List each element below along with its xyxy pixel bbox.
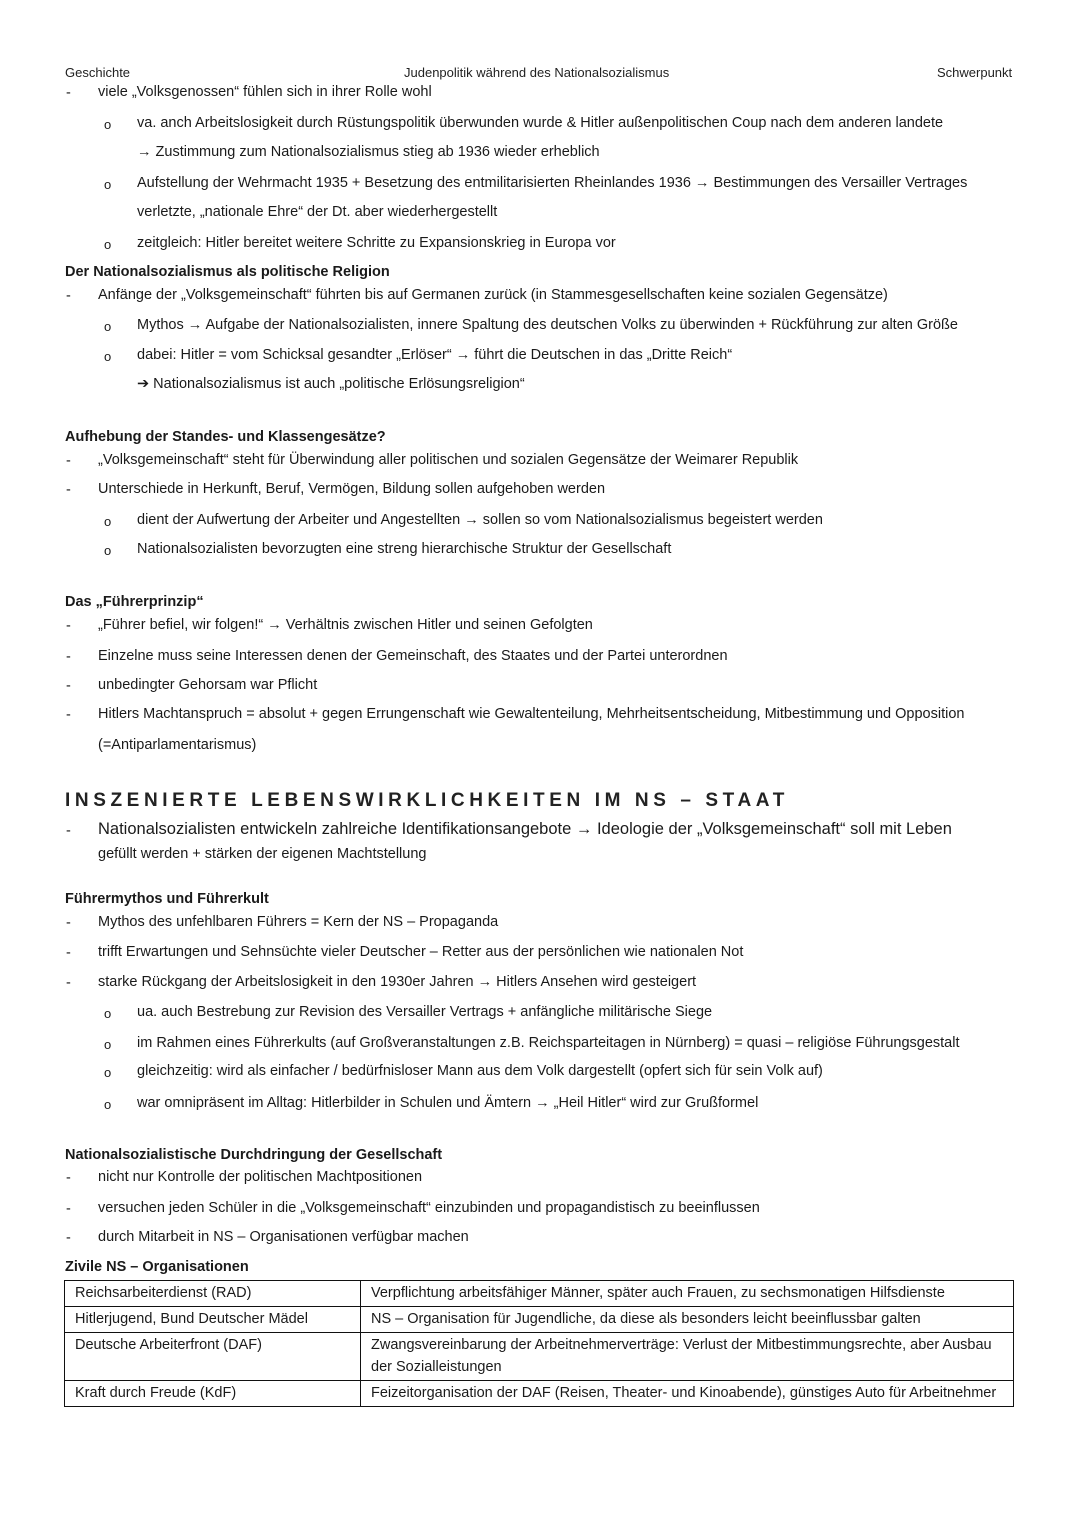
list-item: dabei: Hitler = vom Schicksal gesandter „Erlöser“ → führt die Deutschen in das „Dritte Reich“ [137,347,733,363]
table-cell-name: Deutsche Arbeiterfront (DAF) [65,1333,361,1381]
list-item: trifft Erwartungen und Sehnsüchte vieler Deutscher – Retter aus der persönlichen wie nationalen Not [98,944,744,960]
list-item: Aufstellung der Wehrmacht 1935 + Besetzung des entmilitarisierten Rheinlandes 1936 → Bestimmungen des Versailler Vertrages [137,175,968,191]
list-item: gleichzeitig: wird als einfacher / bedürfnisloser Mann aus dem Volk dargestellt (opfert sich für sein Volk auf) [137,1063,823,1079]
list-item: dient der Aufwertung der Arbeiter und Angestellten → sollen so vom Nationalsozialismus begeistert werden [137,512,823,528]
list-item-continuation: ➔ Nationalsozialismus ist auch „politische Erlösungsreligion“ [137,376,525,392]
list-item: Hitlers Machtanspruch = absolut + gegen Errungenschaft wie Gewaltenteilung, Mehrheitsentscheidung, Mitbestimmung und Opposition [98,706,965,722]
list-item-continuation: verletzte, „nationale Ehre“ der Dt. aber wiederhergestellt [137,204,498,220]
dash-marker: - [66,482,71,498]
list-item: ua. auch Bestrebung zur Revision des Versailler Vertrags + anfängliche militärische Siege [137,1004,713,1020]
list-item: va. anch Arbeitslosigkeit durch Rüstungspolitik überwunden wurde & Hitler außenpolitischen Coup nach dem anderen landete [137,115,944,131]
dash-marker: - [66,945,71,961]
table-cell-name: Reichsarbeiterdienst (RAD) [65,1281,361,1307]
table-row [65,1307,1014,1333]
list-item: „Führer befiel, wir folgen!“ → Verhältnis zwischen Hitler und seinen Gefolgten [98,617,593,633]
bullet-marker: o [104,1065,112,1080]
list-item-continuation: (=Antiparlamentarismus) [98,737,257,753]
list-item: Mythos des unfehlbaren Führers = Kern der NS – Propaganda [98,914,499,930]
list-item: Mythos → Aufgabe der Nationalsozialisten, innere Spaltung des deutschen Volks zu überwinden + Rückführung zur alten Größe [137,317,958,333]
table-cell-desc: Verpflichtung arbeitsfähiger Männer, später auch Frauen, zu sechsmonatigen Hilfsdienste [361,1281,1014,1307]
section-heading: Nationalsozialistische Durchdringung der Gesellschaft [65,1147,443,1163]
table-row [65,1281,1014,1307]
dash-marker: - [66,649,71,665]
dash-marker: - [66,1230,71,1246]
dash-marker: - [66,915,71,931]
bullet-marker: o [104,1097,112,1112]
list-item: Nationalsozialisten bevorzugten eine streng hierarchische Struktur der Gesellschaft [137,541,672,557]
list-item: Unterschiede in Herkunft, Beruf, Vermögen, Bildung sollen aufgehoben werden [98,481,606,497]
list-item: versuchen jeden Schüler in die „Volksgemeinschaft“ einzubinden und propagandistisch zu beeinflussen [98,1200,760,1216]
dash-marker: - [66,678,71,694]
header-label: Schwerpunkt [937,65,1013,80]
bullet-marker: o [104,1037,112,1052]
list-item: Einzelne muss seine Interessen denen der Gemeinschaft, des Staates und der Partei unterordnen [98,648,728,664]
bullet-marker: o [104,319,112,334]
bullet-marker: o [104,177,112,192]
bullet-marker: o [104,237,112,252]
header-subject: Geschichte [65,65,131,80]
organisations-table [64,1280,1014,1407]
section-heading: Aufhebung der Standes- und Klassengesätze? [65,429,386,445]
dash-marker: - [66,288,71,304]
intro-text-continuation: gefüllt werden + stärken der eigenen Machtstellung [98,846,427,862]
list-item: zeitgleich: Hitler bereitet weitere Schritte zu Expansionskrieg in Europa vor [137,235,616,251]
list-item: unbedingter Gehorsam war Pflicht [98,677,318,693]
bullet-marker: o [104,514,112,529]
list-item: im Rahmen eines Führerkults (auf Großveranstaltungen z.B. Reichsparteitagen in Nürnberg) = quasi – religiöse Führungsgestalt [137,1035,960,1051]
table-cell-desc: Feizeitorganisation der DAF (Reisen, Theater- und Kinoabende), günstiges Auto für Arbeitnehmer [361,1381,1014,1407]
section-heading: Führermythos und Führerkult [65,891,269,907]
list-item: nicht nur Kontrolle der politischen Machtpositionen [98,1169,423,1185]
dash-marker: - [66,453,71,469]
table-row [65,1381,1014,1407]
dash-marker: - [66,85,71,101]
chapter-title: INSZENIERTE LEBENSWIRKLICHKEITEN IM NS – STAAT [65,790,789,811]
bullet-marker: o [104,1006,112,1021]
table-cell-name: Hitlerjugend, Bund Deutscher Mädel [65,1307,361,1333]
table-cell-desc: NS – Organisation für Jugendliche, da diese als besonders leicht beeinflussbar galten [361,1307,1014,1333]
dash-marker: - [66,975,71,991]
dash-marker: - [66,823,71,839]
table-row [65,1333,1014,1381]
list-item: viele „Volksgenossen“ fühlen sich in ihrer Rolle wohl [98,84,432,100]
list-item: war omnipräsent im Alltag: Hitlerbilder in Schulen und Ämtern → „Heil Hitler“ wird zur Grußformel [137,1095,759,1111]
table-heading: Zivile NS – Organisationen [65,1259,249,1275]
list-item: starke Rückgang der Arbeitslosigkeit in den 1930er Jahren → Hitlers Ansehen wird gesteigert [98,974,697,990]
dash-marker: - [66,707,71,723]
list-item: Anfänge der „Volksgemeinschaft“ führten bis auf Germanen zurück (in Stammesgesellschaften keine sozialen Gegensätze) [98,287,888,303]
bullet-marker: o [104,543,112,558]
bullet-marker: o [104,117,112,132]
bullet-marker: o [104,349,112,364]
dash-marker: - [66,1170,71,1186]
intro-text: Nationalsozialisten entwickeln zahlreiche Identifikationsangebote → Ideologie der „Volksgemeinschaft“ soll mit Leben [98,820,952,838]
list-item: „Volksgemeinschaft“ steht für Überwindung aller politischen und sozialen Gegensätze der Weimarer Republik [98,452,799,468]
dash-marker: - [66,1201,71,1217]
table-cell-name: Kraft durch Freude (KdF) [65,1381,361,1407]
list-item: durch Mitarbeit in NS – Organisationen verfügbar machen [98,1229,469,1245]
list-item-continuation: → Zustimmung zum Nationalsozialismus stieg ab 1936 wieder erheblich [137,144,600,160]
section-heading: Der Nationalsozialismus als politische Religion [65,264,390,280]
section-heading: Das „Führerprinzip“ [65,594,204,610]
table-cell-desc: Zwangsvereinbarung der Arbeitnehmerverträge: Verlust der Mitbestimmungsrechte, aber Ausbau der Sozialleistungen [361,1333,1014,1381]
header-topic: Judenpolitik während des Nationalsozialismus [404,65,670,80]
dash-marker: - [66,618,71,634]
